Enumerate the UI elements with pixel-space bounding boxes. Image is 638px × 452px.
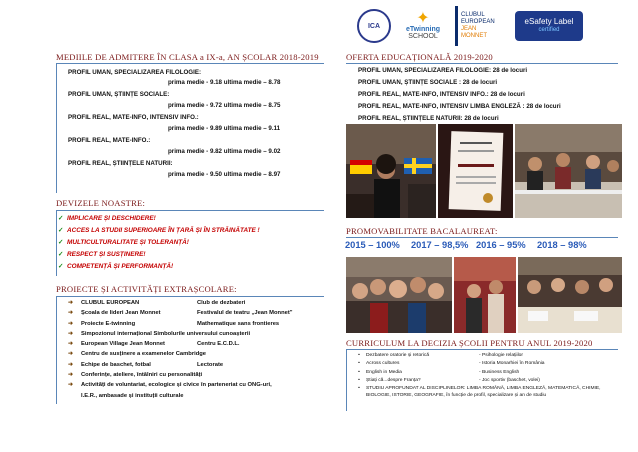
esafety-text: eSafety Label (524, 17, 574, 26)
profile-name: PROFIL UMAN, SPECIALIZAREA FILOLOGIE: (68, 69, 202, 76)
oferta-item: PROFIL REAL, ȘTIINȚELE NATURII: 28 de locuri (358, 115, 499, 122)
proiect-row (68, 349, 293, 359)
profile-medie: prima medie - 9.18 ultima medie – 8.78 (168, 79, 281, 86)
proiect-row (68, 298, 293, 308)
photo-group-selfie (346, 257, 452, 333)
proiecte-list (68, 298, 293, 401)
photo-diploma (438, 124, 513, 218)
oferta-rule (346, 63, 618, 64)
bac-stat: 2015 – 100% (345, 240, 400, 250)
star-icon: ✦ (416, 10, 430, 27)
proiect-row (68, 370, 293, 380)
pin-icon: ➜ (68, 300, 74, 306)
school-crest-logo (357, 9, 391, 43)
devize-vrule (56, 210, 57, 276)
logo3-line: EUROPEAN (461, 19, 495, 25)
bullet-icon: • (358, 361, 360, 367)
bac-stat: 2016 – 95% (476, 240, 526, 250)
pin-icon: ➜ (68, 330, 74, 337)
proiect-left: Activități de voluntariat, ecologice și civice în parteneriat cu ONG-uri, (81, 382, 272, 389)
deviza-item (58, 225, 260, 237)
proiect-row (68, 308, 293, 318)
profile-name: PROFIL REAL, MATE-INFO, INTENSIV INFO.: (68, 114, 199, 121)
curriculum-left: Across cultures (366, 361, 400, 367)
proiect-left: Echipe de baschet, fotbal (81, 361, 151, 368)
profile-medie: prima medie - 9.89 ultima medie – 9.11 (168, 125, 281, 132)
proiect-row (68, 319, 293, 329)
oferta-item: PROFIL REAL, MATE-INFO, INTENSIV LIMBA ENGLEZĂ : 28 de locuri (358, 103, 561, 110)
curriculum-title: CURRICULUM LA DECIZIA ȘCOLII PENTRU ANUL 2019-2020 (346, 338, 593, 348)
admitere-vrule (56, 63, 57, 193)
profile-name: PROFIL UMAN, ȘTIINȚE SOCIALE: (68, 91, 170, 98)
proiect-row (68, 339, 293, 349)
pin-icon: ➜ (68, 361, 74, 368)
oferta-title: OFERTA EDUCAȚIONALĂ 2019-2020 (346, 52, 493, 62)
profile-name: PROFIL REAL, MATE-INFO.: (68, 137, 151, 144)
deviza-text: ACCES LA STUDII SUPERIOARE ÎN ȚARĂ ȘI ÎN STRĂINĂTATE ! (67, 227, 260, 234)
proiect-left: Școala de lideri Jean Monnet (81, 310, 161, 317)
pin-icon: ➜ (68, 341, 74, 348)
curriculum-left: Știați că...despre Franța? (366, 377, 421, 383)
devize-list (58, 213, 260, 273)
curriculum-rule (346, 349, 618, 350)
deviza-item (58, 249, 260, 261)
bullet-icon: • (358, 386, 360, 392)
oferta-item: PROFIL UMAN, SPECIALIZAREA FILOLOGIE: 28 de locuri (358, 67, 528, 74)
curriculum-vrule (346, 349, 347, 411)
bac-stat: 2018 – 98% (537, 240, 587, 250)
proiect-left: Proiecte E-twinning (81, 320, 136, 327)
curriculum-extra: STUDIU APROFUNDAT AL DISCIPLINELOR: LIMBA ROMÂNĂ, LIMBA ENGLEZĂ, MATEMATICĂ, CHIMIE, BIOLOGIE, ISTORIE, GEOGRAFIE, în funcție de profil, specializare și an de studiu (366, 386, 601, 399)
pin-icon: ➜ (68, 320, 74, 327)
proiect-row (68, 329, 293, 339)
profile-medie: prima medie - 9.82 ultima medie – 9.02 (168, 148, 281, 155)
proiect-row (68, 380, 293, 390)
deviza-text: RESPECT ȘI SUSȚINERE! (67, 251, 146, 258)
bac-title: PROMOVABILITATE BACALAUREAT: (346, 226, 498, 236)
proiect-right: Club de dezbateri (197, 300, 246, 306)
curriculum-row (352, 377, 618, 385)
pin-icon: ➜ (68, 372, 74, 379)
proiect-right: Festivalul de teatru „Jean Monnet" (197, 310, 293, 317)
admitere-title: MEDIILE DE ADMITERE ÎN CLASA a IX-a, AN ȘCOLAR 2018-2019 (56, 52, 319, 62)
proiect-row (68, 391, 293, 401)
photo-classroom (515, 124, 622, 218)
proiect-left: I.E.R., ambasade și instituții culturale (81, 392, 184, 399)
etwinning-text: eTwinning (405, 26, 441, 33)
curriculum-right: - Istoria Monarhiei în România (479, 361, 545, 367)
etwinning-school-logo (397, 6, 449, 46)
deviza-text: IMPLICARE ȘI DESCHIDERE! (67, 215, 156, 222)
proiect-right: Mathematique sans frontieres (197, 320, 280, 327)
curriculum-row (352, 360, 618, 368)
curriculum-row (352, 352, 618, 360)
profile-medie: prima medie - 9.50 ultima medie – 8.97 (168, 171, 281, 178)
proiecte-title: PROIECTE ȘI ACTIVITĂȚI EXTRAȘCOLARE: (56, 284, 237, 294)
logo3-line: JEAN (461, 26, 477, 32)
curriculum-list (352, 352, 618, 399)
esafety-label-logo (515, 11, 583, 41)
proiecte-vrule (56, 296, 57, 404)
check-icon: ✓ (58, 239, 64, 246)
profile-name: PROFIL REAL, ȘTIINȚELE NATURII: (68, 160, 173, 167)
devize-title: DEVIZELE NOASTRE: (56, 198, 146, 208)
proiect-right: Lectorate (197, 361, 224, 368)
curriculum-row (352, 369, 618, 377)
crest-text: ICA (367, 22, 381, 30)
check-icon: ✓ (58, 227, 64, 234)
pin-icon: ➜ (68, 310, 74, 317)
oferta-item: PROFIL UMAN, ȘTIINȚE SOCIALE : 28 de locuri (358, 79, 498, 86)
curriculum-left: English in Media (366, 369, 402, 375)
proiect-left: Centru de susținere a examenelor Cambridge (81, 351, 206, 358)
bac-rule (346, 237, 618, 238)
pin-icon: ➜ (68, 351, 74, 358)
school-text: SCHOOL (408, 33, 438, 40)
logo-strip (357, 4, 629, 48)
pin-icon: ➜ (68, 382, 74, 389)
check-icon: ✓ (58, 251, 64, 258)
bullet-icon: • (358, 369, 360, 375)
curriculum-left: Dezbatere oratorie și retorică (366, 353, 430, 358)
proiect-right: Centru E.C.D.L. (197, 341, 240, 348)
curriculum-right: - Business English (479, 369, 520, 375)
esafety-sub: certified (538, 27, 560, 33)
deviza-item (58, 261, 260, 273)
bac-stat: 2017 – 98,5% (411, 240, 469, 250)
check-icon: ✓ (58, 263, 64, 270)
deviza-text: MULTICULTURALITATE ȘI TOLERANȚĂ! (67, 239, 189, 246)
bullet-icon: • (358, 377, 360, 383)
photo-event (454, 257, 516, 333)
devize-rule (56, 210, 324, 211)
photo-students-flags (346, 124, 436, 218)
logo3-line: CLUBUL (461, 12, 485, 18)
curriculum-extra-row (352, 385, 618, 399)
proiect-left: Simpozionul internațional Simbolurile universului cunoașterii (81, 330, 251, 337)
proiect-row (68, 360, 293, 370)
proiect-left: Conferințe, ateliere, întâlniri cu personalități (81, 372, 203, 379)
check-icon: ✓ (58, 215, 64, 222)
curriculum-right: - Psihologie relațiilor (479, 353, 524, 358)
proiect-left: European Village Jean Monnet (81, 341, 165, 348)
logo3-line: MONNET (461, 33, 487, 39)
deviza-item (58, 237, 260, 249)
photo-workshop (518, 257, 622, 333)
bullet-icon: • (358, 353, 360, 358)
profile-medie: prima medie - 9.72 ultima medie – 8.75 (168, 102, 281, 109)
european-club-logo (455, 6, 509, 46)
proiect-left: CLUBUL EUROPEAN (81, 300, 140, 306)
curriculum-right: - Joc sportiv (baschet, volei) (479, 377, 540, 383)
deviza-item (58, 213, 260, 225)
admitere-rule (56, 63, 324, 64)
deviza-text: COMPETENȚĂ ȘI PERFORMANȚĂ! (67, 263, 174, 270)
oferta-item: PROFIL REAL, MATE-INFO, INTENSIV INFO.: 28 de locuri (358, 91, 525, 98)
proiecte-rule (56, 296, 324, 297)
